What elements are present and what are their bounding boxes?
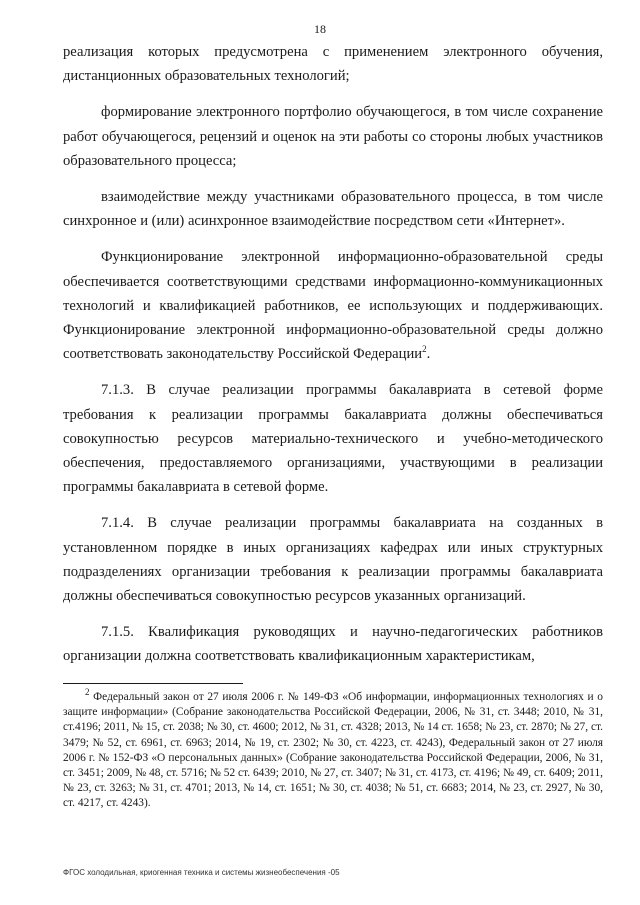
- paragraph-2: формирование электронного портфолио обучающегося, в том числе сохранение работ обучающегося, рецензий и оценок на эти работы со стороны любых участников образовательного процесса;: [63, 104, 603, 169]
- footnote-mark: 2: [85, 687, 90, 698]
- paragraph-4: [63, 245, 603, 366]
- page-footer: ФГОС холодильная, криогенная техника и системы жизнеобеспечения -05: [63, 868, 340, 877]
- footnote-divider: [63, 683, 243, 684]
- paragraph-7-1-5: 7.1.5. Квалификация руководящих и научно-педагогических работников организации должна соответствовать квалификационным характеристикам,: [63, 624, 603, 665]
- document-body: [63, 40, 603, 681]
- paragraph-1: реализация которых предусмотрена с применением электронного обучения, дистанционных образовательных технологий;: [63, 44, 603, 85]
- paragraph-7-1-3: 7.1.3. В случае реализации программы бакалавриата в сетевой форме требования к реализации программы бакалавриата должны обеспечиваться совокупностью ресурсов материально-технического и учебно-методического обеспечения, предоставляемого организациями, участвующими в реализации программы бакалавриата в сетевой форме.: [63, 382, 603, 496]
- footnote: [63, 687, 603, 812]
- paragraph-3: взаимодействие между участниками образовательного процесса, в том числе синхронное и (или) асинхронное взаимодействие посредством сети «Интернет».: [63, 189, 603, 230]
- footnote-text: Федеральный закон от 27 июля 2006 г. № 149-ФЗ «Об информации, информационных технологиях и о защите информации» (Собрание законодательства Российской Федерации, 2006, № 31, ст. 3448; 2010, № 31, ст.4196; 2011, № 15, ст. 2038; № 30, ст. 4600; 2012, № 31, ст. 4328; 2013, № 14 ст. 1658; № 23, ст. 2870; № 27, ст. 3479; № 52, ст. 6961, ст. 6963; 2014, № 19, ст. 2302; № 30, ст. 4223, ст. 4243), Федеральный закон от 27 июля 2006 г. № 152-ФЗ «О персональных данных» (Собрание законодательства Российской Федерации, 2006, № 31, ст. 3451; 2009, № 48, ст. 5716; № 52 ст. 6439; 2010, № 27, ст. 3407; № 31, ст. 4173, ст. 4196; № 49, ст. 6409; 2011, № 23, ст. 3263; № 31, ст. 4701; 2013, № 14, ст. 1651; № 30, ст. 4038; № 51, ст. 6683; 2014, № 23, ст. 2927, № 30, ст. 4217, ст. 4243).: [63, 691, 603, 810]
- footnote-reference[interactable]: 2: [422, 344, 427, 355]
- paragraph-7-1-4: 7.1.4. В случае реализации программы бакалавриата на созданных в установленном порядке в иных организациях кафедрах или иных структурных подразделениях организации требования к реализации программы бакалавриата должны обеспечиваться совокупностью ресурсов указанных организаций.: [63, 515, 603, 605]
- paragraph-4-tail: .: [426, 346, 431, 363]
- paragraph-4-text: Функционирование электронной информационно-образовательной среды обеспечивается соответствующими средствами информационно-коммуникационных технологий и квалификацией работников, ее использующих и поддерживающих. Функционирование электронной информационно-образовательной среды должно соответствовать законодательству Российской Федерации: [63, 249, 603, 363]
- page-number: 18: [314, 22, 326, 36]
